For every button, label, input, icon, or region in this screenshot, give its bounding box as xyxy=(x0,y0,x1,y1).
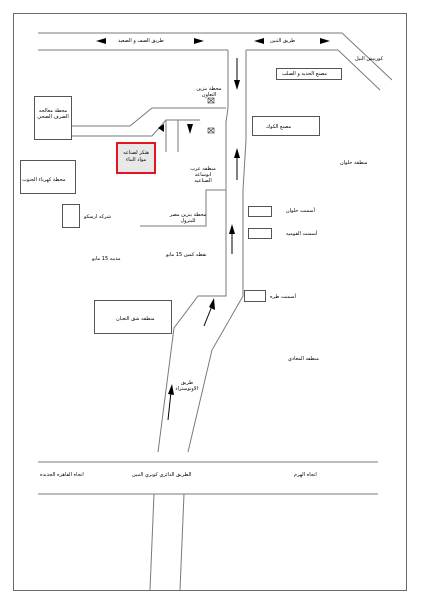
label-autostrad: طريق الاوتوستراد xyxy=(175,380,198,392)
target-location[interactable] xyxy=(116,142,156,174)
arrow-right-tabbin xyxy=(320,38,330,44)
road-branch-upper xyxy=(72,108,226,126)
label-ring-road: الطريق الدائري كوبري التبين xyxy=(132,472,192,478)
label-tariq-tabbin: طريق التبين xyxy=(270,38,296,44)
label-shaq-thuban: منطقه شق الثعبان xyxy=(116,316,155,322)
label-coke-factory: مصنع الكوك xyxy=(266,124,292,130)
label-treatment-plant: محطة معالجه الصرف الصحي xyxy=(37,108,69,120)
arrow-left-tabbin xyxy=(254,38,264,44)
road-branch-lower xyxy=(72,120,200,136)
target-label: هنكر لصناعه مواد البناء xyxy=(123,150,149,163)
building-arscom xyxy=(62,204,80,228)
arrow-branch-down xyxy=(187,124,193,134)
label-arab-abusaed: منطقه عرب ابوساعد الصناعيه xyxy=(190,166,216,184)
label-arscom: شركه ارسكو xyxy=(84,214,111,220)
label-station-taawun: محطة بنزين التعاون xyxy=(196,86,222,98)
building-asmant-qawmia xyxy=(248,228,272,239)
station-markers xyxy=(208,98,214,133)
label-madinat-15: مدينه 15 مايو xyxy=(92,256,121,262)
label-iron-factory: مصنع الحديد و الصلب xyxy=(282,71,327,77)
label-kamin-15: نقطه كمين 15 مايو xyxy=(166,252,207,258)
label-tariq-saff: طريق الصف و الصعيد xyxy=(118,38,164,44)
building-asmant-tora xyxy=(244,290,266,302)
arrow-diag-up xyxy=(209,298,215,310)
label-corniche: كورنيش النيل xyxy=(355,56,383,62)
label-haram: اتجاه الهرم xyxy=(294,472,317,478)
label-station-misr: محطة بنزين مصر للبترول xyxy=(169,212,207,224)
label-asmant-qawmia: أسمنت القوميه xyxy=(286,231,318,237)
label-asmant-tora: أسمنت طره xyxy=(270,294,296,300)
building-asmant-helwan xyxy=(248,206,272,217)
autostrad-bottom-2 xyxy=(180,494,184,590)
autostrad-bottom xyxy=(150,494,154,590)
arrow-right-saff xyxy=(194,38,204,44)
label-qahira: اتجاه القاهره الجديده xyxy=(40,472,84,478)
label-power-station: محطة كهرباء الجنوب xyxy=(22,177,66,183)
label-asmant-helwan: أسمنت حلوان xyxy=(286,208,315,214)
arrow-left-saff xyxy=(96,38,106,44)
label-helwan: منطقه حلوان xyxy=(340,160,368,166)
label-maadi: منطقه المعادي xyxy=(288,356,319,362)
